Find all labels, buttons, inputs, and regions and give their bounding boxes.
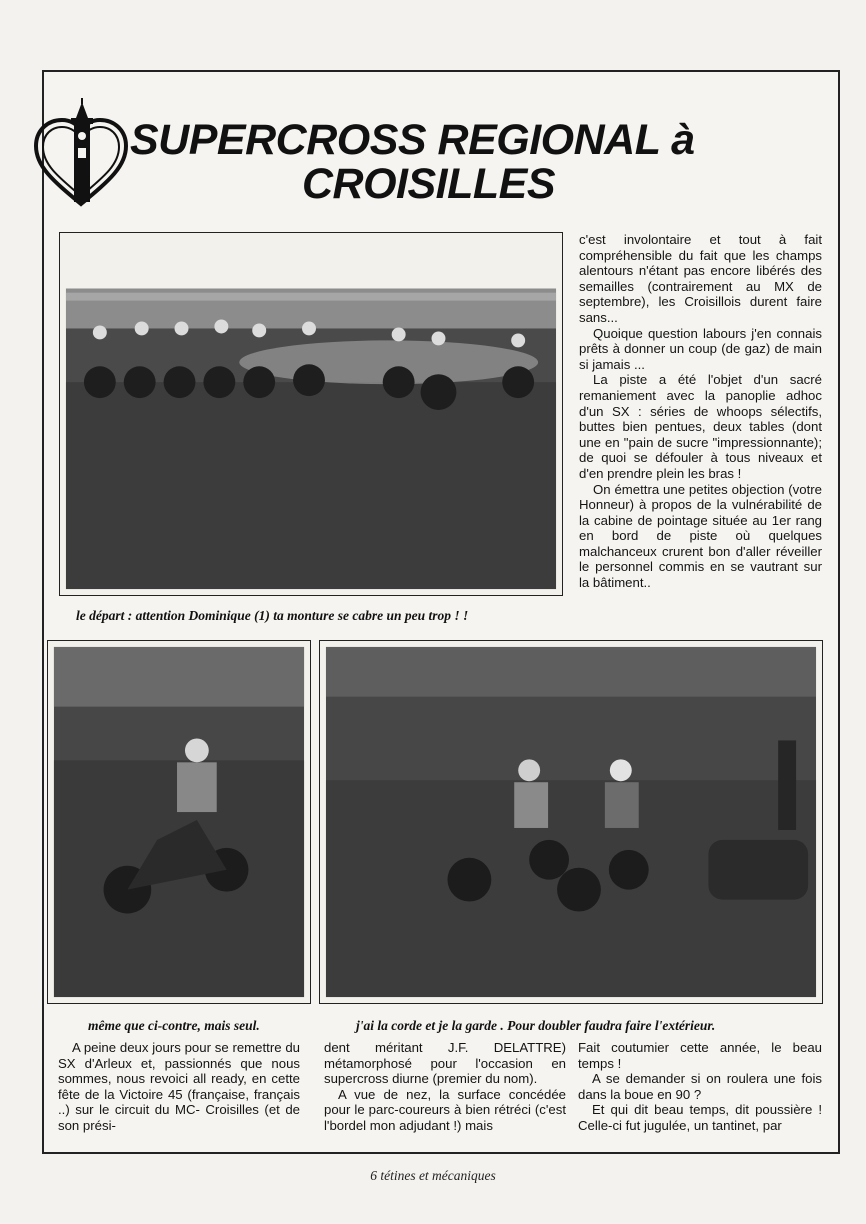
caption-two-riders: j'ai la corde et je la garde . Pour doubler faudra faire l'extérieur. <box>356 1018 716 1033</box>
caption-single-rider: même que ci-contre, mais seul. <box>88 1018 260 1033</box>
photo-start <box>59 232 563 596</box>
title-line-2: CROISILLES <box>302 160 556 208</box>
caption-start: le départ : attention Dominique (1) ta monture se cabre un peu trop ! ! <box>76 608 469 623</box>
paragraph: dent méritant J.F. DELATTRE) métamorphosé pour l'occasion en supercross diurne (premier du nom). <box>324 1040 566 1087</box>
paragraph: A peine deux jours pour se remettre du SX d'Arleux et, passionnés que nous sommes, nous revoici all ready, en cette fête de la Victoire 45 (française, français ..) sur le circuit du MC- Croisilles (et de son prési- <box>58 1040 300 1133</box>
photo-two-riders <box>319 640 823 1004</box>
paragraph: On émettra une petites objection (votre Honneur) à propos de la vulnérabilité de la cabine de pointage située au 1er rang en bord de piste où quelques malchanceux crurent bon d'aller réveiller le personnel commis en se vautrant sur la bâtiment.. <box>579 481 822 591</box>
bottom-column-2 <box>324 1040 566 1134</box>
photo-single-rider <box>47 640 311 1004</box>
paragraph: Fait coutumier cette année, le beau temps ! <box>578 1040 822 1071</box>
paragraph: c'est involontaire et tout à fait compréhensible du fait que les champs alentours n'étant pas encore libérés des semailles (contrairement au MX de septembre), les Croisillois durent faire sans... <box>579 232 822 325</box>
paragraph: Quoique question labours j'en connais prêts à donner un coup (de gaz) de main si jamais ... <box>579 325 822 372</box>
paragraph: Et qui dit beau temps, dit poussière ! Celle-ci fut jugulée, un tantinet, par <box>578 1102 822 1133</box>
bottom-column-3 <box>578 1040 822 1134</box>
title-line-1: SUPERCROSS REGIONAL à <box>130 116 695 164</box>
article-title <box>130 118 830 206</box>
paragraph: A se demander si on roulera une fois dans la boue en 90 ? <box>578 1071 822 1102</box>
paragraph: La piste a été l'objet d'un sacré remaniement avec la panoplie adhoc d'un SX : séries de whoops sélectifs, buttes bien pentues, deux tables (dont une en "pain de sucre "impressionnante); de quoi se défouler à tous niveaux et d'en prendre plein les bras ! <box>579 372 822 481</box>
page-footer: 6 tétines et mécaniques <box>370 1168 496 1183</box>
bottom-column-1 <box>58 1040 300 1134</box>
heart-belfry-logo-icon <box>32 96 130 208</box>
right-column-text <box>579 232 822 591</box>
paragraph: A vue de nez, la surface concédée pour le parc-coureurs à bien rétréci (c'est l'bordel mon adjudant !) mais <box>324 1086 566 1133</box>
